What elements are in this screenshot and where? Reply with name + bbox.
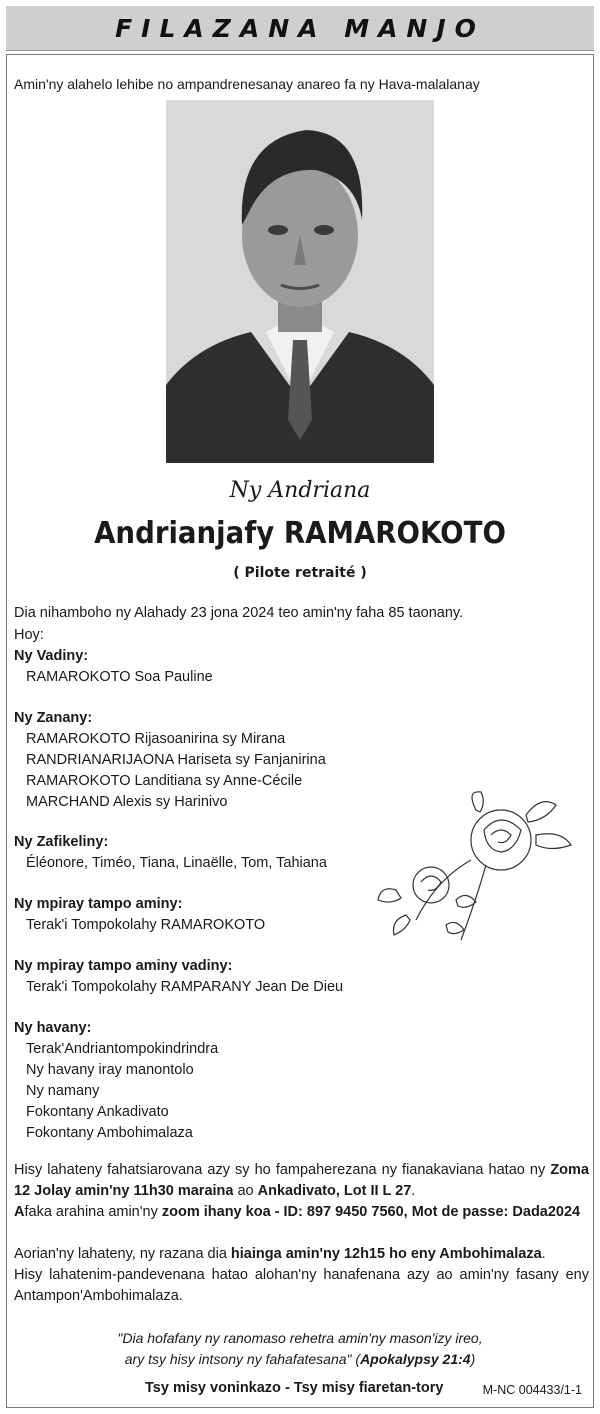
honorific: Ny Andriana <box>229 478 371 503</box>
family-member: Fokontany Ankadivato <box>26 1104 169 1120</box>
family-member: Terak'i Tompokolahy RAMAROKOTO <box>26 917 266 933</box>
family-heading: Ny havany: <box>14 1020 92 1036</box>
family-member: Terak'i Tompokolahy RAMPARANY Jean De Dieu <box>26 979 344 995</box>
family-heading: Ny Zanany: <box>14 710 93 726</box>
family-heading: Ny Zafikeliny: <box>14 834 109 850</box>
quote-line: ary tsy hisy intsony ny fahafatesana" ( <box>124 1351 361 1367</box>
intro-text: Amin'ny alahelo lehibe no ampandrenesanay anareo fa ny Hava-malalanay <box>14 76 480 92</box>
quote-line: ) <box>470 1351 476 1367</box>
deceased-title: ( Pilote retraité ) <box>233 565 367 581</box>
service-text: ao <box>233 1183 258 1199</box>
burial-text: Aorian'ny lahateny, ny razana dia <box>14 1246 231 1262</box>
family-heading: Ny mpiray tampo aminy: <box>14 896 183 912</box>
zoom-details: zoom ihany koa - ID: 897 9450 7560, Mot de passe: Dada2024 <box>161 1204 581 1220</box>
announcement: Dia nihamboho ny Alahady 23 jona 2024 teo amin'ny faha 85 taonany. <box>14 605 464 621</box>
service-date: Zoma 12 Jolay amin'ny 11h30 maraina <box>14 1162 589 1199</box>
family-member: Éléonore, Timéo, Tiana, Linaëlle, Tom, Tahiana <box>26 855 327 871</box>
service-text: . <box>411 1183 416 1199</box>
family-member: RAMAROKOTO Landitiana sy Anne-Cécile <box>26 773 303 789</box>
hoy-label: Hoy: <box>14 627 44 643</box>
burial-paragraph <box>14 1244 589 1307</box>
service-text: faka arahina amin'ny <box>24 1204 162 1220</box>
burial-text: Hisy lahatenim-pandevenana hatao alohan'ny hanafenana azy ao amin'ny fasany eny Antampon'Ambohimalaza. <box>14 1267 589 1304</box>
service-text: A <box>14 1204 25 1220</box>
family-member: Terak'Andriantompokindrindra <box>26 1041 219 1057</box>
family-heading: Ny Vadiny: <box>14 648 89 664</box>
quote-reference: Apokalypsy 21:4 <box>360 1351 471 1367</box>
service-location: Ankadivato, Lot II L 27 <box>257 1183 412 1199</box>
family-member: Ny namany <box>26 1083 100 1099</box>
deceased-name: Andrianjafy RAMAROKOTO <box>94 516 506 551</box>
burial-text: . <box>541 1246 546 1262</box>
family-heading: Ny mpiray tampo aminy vadiny: <box>14 958 233 974</box>
service-text: Hisy lahateny fahatsiarovana azy sy ho fampaherezana ny fianakaviana hatao ny <box>14 1162 551 1178</box>
header-title: FILAZANA MANJO <box>115 13 485 43</box>
burial-time: hiainga amin'ny 12h15 ho eny Ambohimalaza <box>230 1246 542 1262</box>
reference-code: M-NC 004433/1-1 <box>482 1383 582 1397</box>
quote-line: "Dia hofafany ny ranomaso rehetra amin'ny mason'izy ireo, <box>117 1330 483 1346</box>
portrait-photo <box>166 100 434 463</box>
motto: Tsy misy voninkazo - Tsy misy fiaretan-tory <box>145 1380 444 1396</box>
family-member: Fokontany Ambohimalaza <box>26 1125 193 1141</box>
header-banner <box>6 6 594 51</box>
family-member: RANDRIANARIJAONA Hariseta sy Fanjanirina <box>26 752 326 768</box>
portrait-illustration <box>166 100 434 463</box>
service-paragraph <box>14 1160 589 1223</box>
bible-quote <box>0 1328 600 1370</box>
family-member: RAMAROKOTO Soa Pauline <box>26 669 213 685</box>
rose-icon <box>376 790 576 950</box>
family-member: RAMAROKOTO Rijasoanirina sy Mirana <box>26 731 286 747</box>
family-member: Ny havany iray manontolo <box>26 1062 194 1078</box>
family-member: MARCHAND Alexis sy Harinivo <box>26 794 228 810</box>
